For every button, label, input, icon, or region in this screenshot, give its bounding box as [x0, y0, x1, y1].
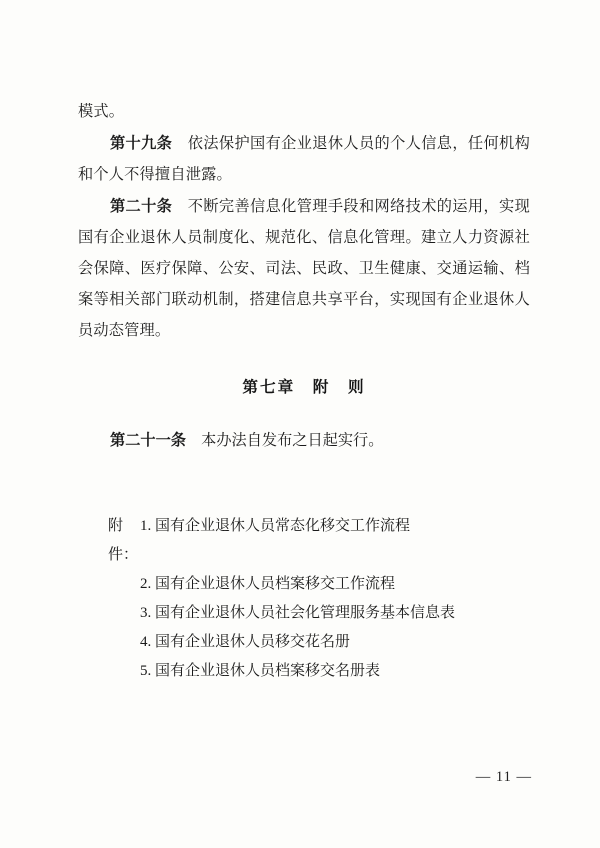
- attachments-label: 附件：: [108, 518, 139, 563]
- list-item: 2. 国有企业退休人员档案移交工作流程: [140, 576, 396, 592]
- attachment-first-row: [78, 512, 530, 570]
- list-item: 4. 国有企业退休人员移交花名册: [140, 634, 351, 650]
- attachments-block: [78, 512, 530, 686]
- page-content: [78, 96, 530, 796]
- chapter-heading: 第七章 附 则: [242, 379, 366, 396]
- attachment-list-rest: [78, 570, 530, 686]
- paragraph-article-19: 第十九条 依法保护国有企业退休人员的个人信息，任何机构和个人不得擅自泄露。: [78, 135, 530, 183]
- paragraph-mode-continuation: 模式。: [78, 103, 125, 120]
- list-item: 3. 国有企业退休人员社会化管理服务基本信息表: [140, 605, 456, 621]
- page-number: — 11 —: [475, 769, 532, 785]
- list-item: 1. 国有企业退休人员常态化移交工作流程: [140, 518, 411, 534]
- list-item: 5. 国有企业退休人员档案移交名册表: [140, 663, 381, 679]
- attachment-list-first: [140, 512, 530, 541]
- paragraph-article-21: 第二十一条 本办法自发布之日起实行。: [110, 432, 384, 449]
- paragraph-article-20: 第二十条 不断完善信息化管理手段和网络技术的运用，实现国有企业退休人员制度化、规范化、信息化管理。建立人力资源社会保障、医疗保障、公安、司法、民政、卫生健康、交通运输、档案等相关部门联动机制，搭建信息共享平台，实现国有企业退休人员动态管理。: [78, 198, 530, 339]
